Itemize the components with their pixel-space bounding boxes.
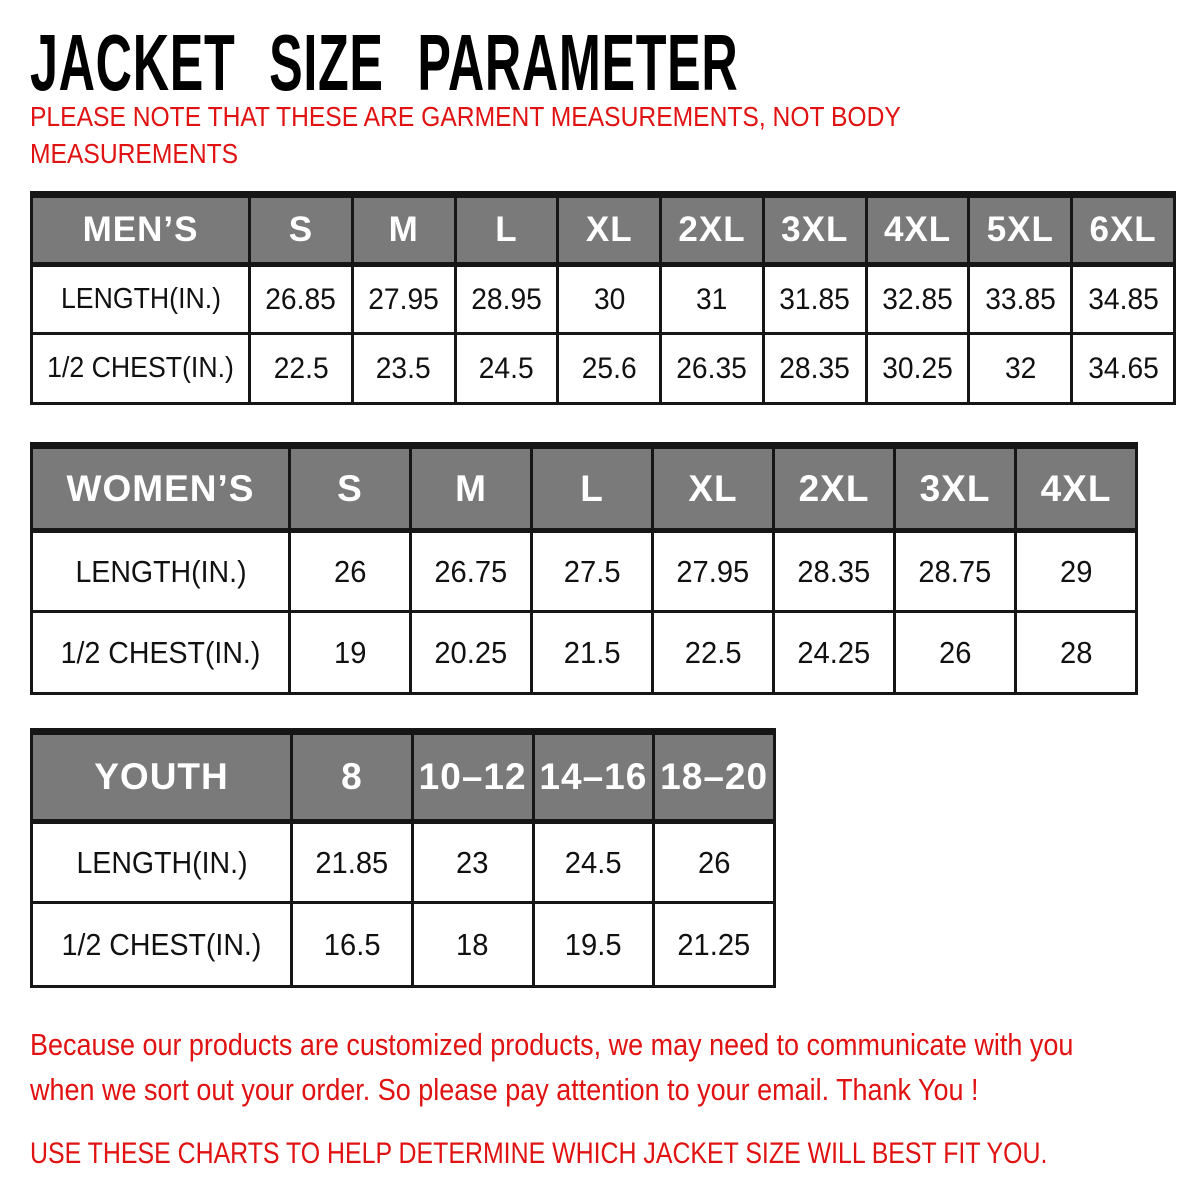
row-label: 1/2 CHEST(IN.) [60, 634, 261, 670]
size-label: 4XL [1040, 467, 1112, 509]
size-label: 4XL [883, 210, 952, 249]
table-cell [530, 528, 651, 610]
womens-table-title-cell [33, 449, 288, 528]
note-line-1: PLEASE NOTE THAT THESE ARE GARMENT MEASUREMENTS, NOT BODY [30, 101, 901, 132]
table-cell [532, 901, 653, 985]
table-cell [556, 332, 659, 402]
cell-value: 26.75 [434, 553, 508, 589]
cell-value: 24.5 [478, 351, 534, 385]
garment-measurement-note [30, 98, 1200, 172]
row-label: 1/2 CHEST(IN.) [47, 352, 234, 384]
table-cell [651, 528, 772, 610]
size-label: 6XL [1089, 210, 1157, 249]
table-cell [652, 819, 773, 901]
table-cell [290, 901, 411, 985]
youth-table-title-cell [33, 735, 290, 819]
cell-value: 28.35 [797, 553, 871, 589]
cell-value: 32.85 [882, 282, 953, 316]
table-cell [288, 528, 409, 610]
cell-value: 31 [696, 282, 728, 316]
size-label: XL [688, 467, 738, 509]
size-label: 14–16 [539, 756, 648, 797]
mens-size-header [351, 198, 454, 262]
table-cell [772, 610, 893, 692]
row-label: LENGTH(IN.) [60, 283, 221, 315]
table-cell [652, 901, 773, 985]
table-cell [893, 528, 1014, 610]
cell-value: 20.25 [434, 634, 508, 670]
cell-value: 28.75 [918, 553, 992, 589]
womens-size-header [409, 449, 530, 528]
mens-chest-row-label [33, 332, 248, 402]
youth-size-header [652, 735, 773, 819]
cell-value: 32 [1004, 351, 1037, 385]
table-cell [409, 610, 530, 692]
mens-size-header [659, 198, 762, 262]
cell-value: 34.85 [1087, 282, 1159, 316]
cell-value: 24.25 [797, 634, 871, 670]
row-label: LENGTH(IN.) [75, 844, 248, 880]
mens-length-row-label [33, 262, 248, 332]
cell-value: 26 [697, 844, 731, 880]
cell-value: 34.65 [1087, 351, 1159, 385]
cell-value: 23 [456, 844, 489, 880]
cell-value: 27.5 [563, 553, 621, 589]
table-cell [967, 332, 1070, 402]
customization-notice [30, 1022, 1200, 1112]
table-cell [556, 262, 659, 332]
table-cell [411, 901, 532, 985]
cell-value: 30 [593, 282, 625, 316]
page-title-text: JACKET SIZE PARAMETER [30, 17, 739, 108]
table-cell [1014, 528, 1135, 610]
womens-size-header [651, 449, 772, 528]
womens-size-header [288, 449, 409, 528]
cell-value: 21.85 [315, 844, 389, 880]
mens-size-header [865, 198, 968, 262]
size-label: 2XL [798, 467, 870, 509]
table-cell [1014, 610, 1135, 692]
cell-value: 16.5 [323, 926, 381, 962]
table-cell [248, 262, 351, 332]
cell-value: 24.5 [565, 844, 622, 880]
cell-value: 28.95 [471, 282, 542, 316]
womens-size-header [1014, 449, 1135, 528]
table-cell [772, 528, 893, 610]
footer-line-2: when we sort out your order. So please pay attention to your email. Thank You ! [30, 1072, 979, 1107]
cell-value: 19.5 [565, 926, 622, 962]
mens-size-table [30, 191, 1176, 405]
size-label: 5XL [986, 210, 1054, 249]
table-cell [865, 332, 968, 402]
size-label: 8 [341, 756, 363, 797]
size-label: M [388, 210, 419, 249]
cell-value: 26 [938, 634, 972, 670]
table-cell [659, 262, 762, 332]
footer-line-3: USE THESE CHARTS TO HELP DETERMINE WHICH JACKET SIZE WILL BEST FIT YOU. [30, 1137, 1048, 1170]
table-cell [454, 332, 557, 402]
table-cell [288, 610, 409, 692]
youth-size-header [290, 735, 411, 819]
size-label: 3XL [781, 210, 849, 249]
womens-chest-row-label [33, 610, 288, 692]
womens-size-header [772, 449, 893, 528]
table-cell [351, 332, 454, 402]
table-cell [762, 262, 865, 332]
cell-value: 19 [333, 634, 367, 670]
womens-size-header [893, 449, 1014, 528]
size-label: 3XL [919, 467, 991, 509]
cell-value: 21.5 [563, 634, 621, 670]
cell-value: 26.35 [676, 351, 748, 385]
table-cell [530, 610, 651, 692]
table-cell [762, 332, 865, 402]
cell-value: 28.35 [779, 351, 851, 385]
youth-size-table [30, 728, 776, 988]
cell-value: 25.6 [581, 351, 637, 385]
table-cell [248, 332, 351, 402]
cell-value: 30.25 [882, 351, 953, 385]
cell-value: 18 [456, 926, 489, 962]
footer-line-1: Because our products are customized products, we may need to communicate with you [30, 1027, 1074, 1062]
table-cell [651, 610, 772, 692]
mens-size-header [248, 198, 351, 262]
table-cell [454, 262, 557, 332]
cell-value: 29 [1059, 553, 1093, 589]
cell-value: 21.25 [677, 926, 751, 962]
cell-value: 28 [1059, 634, 1093, 670]
youth-size-header [532, 735, 653, 819]
row-label: 1/2 CHEST(IN.) [61, 926, 262, 962]
cell-value: 22.5 [273, 351, 329, 385]
womens-size-header [530, 449, 651, 528]
chart-usage-note [30, 1134, 1200, 1174]
youth-table-title: YOUTH [94, 756, 229, 797]
size-label: S [288, 210, 314, 249]
table-cell [409, 528, 530, 610]
table-cell [1070, 332, 1173, 402]
table-cell [532, 819, 653, 901]
table-cell [1070, 262, 1173, 332]
size-label: 18–20 [660, 756, 769, 797]
cell-value: 31.85 [779, 282, 851, 316]
mens-table-title-cell [33, 198, 248, 262]
size-label: XL [585, 210, 633, 249]
row-label: LENGTH(IN.) [74, 553, 247, 589]
mens-size-header [1070, 198, 1173, 262]
mens-size-header [454, 198, 557, 262]
size-label: L [580, 467, 604, 509]
cell-value: 22.5 [684, 634, 742, 670]
mens-table-title: MEN’S [82, 210, 199, 249]
size-label: 2XL [678, 210, 746, 249]
table-cell [290, 819, 411, 901]
table-cell [865, 262, 968, 332]
cell-value: 27.95 [676, 553, 750, 589]
table-cell [351, 262, 454, 332]
note-line-2: MEASUREMENTS [30, 138, 239, 169]
table-cell [967, 262, 1070, 332]
cell-value: 26.85 [265, 282, 337, 316]
size-label: S [337, 467, 363, 509]
cell-value: 27.95 [368, 282, 439, 316]
size-label: L [495, 210, 518, 249]
mens-size-header [556, 198, 659, 262]
cell-value: 33.85 [985, 282, 1056, 316]
youth-size-header [411, 735, 532, 819]
cell-value: 26 [333, 553, 367, 589]
womens-length-row-label [33, 528, 288, 610]
youth-chest-row-label [33, 901, 290, 985]
page-title [0, 0, 1200, 108]
size-label: M [455, 467, 487, 509]
mens-size-header [762, 198, 865, 262]
cell-value: 23.5 [376, 351, 432, 385]
youth-length-row-label [33, 819, 290, 901]
womens-table-title: WOMEN’S [66, 467, 255, 509]
table-cell [411, 819, 532, 901]
womens-size-table [30, 442, 1138, 695]
table-cell [659, 332, 762, 402]
mens-size-header [967, 198, 1070, 262]
size-label: 10–12 [418, 756, 527, 797]
table-cell [893, 610, 1014, 692]
